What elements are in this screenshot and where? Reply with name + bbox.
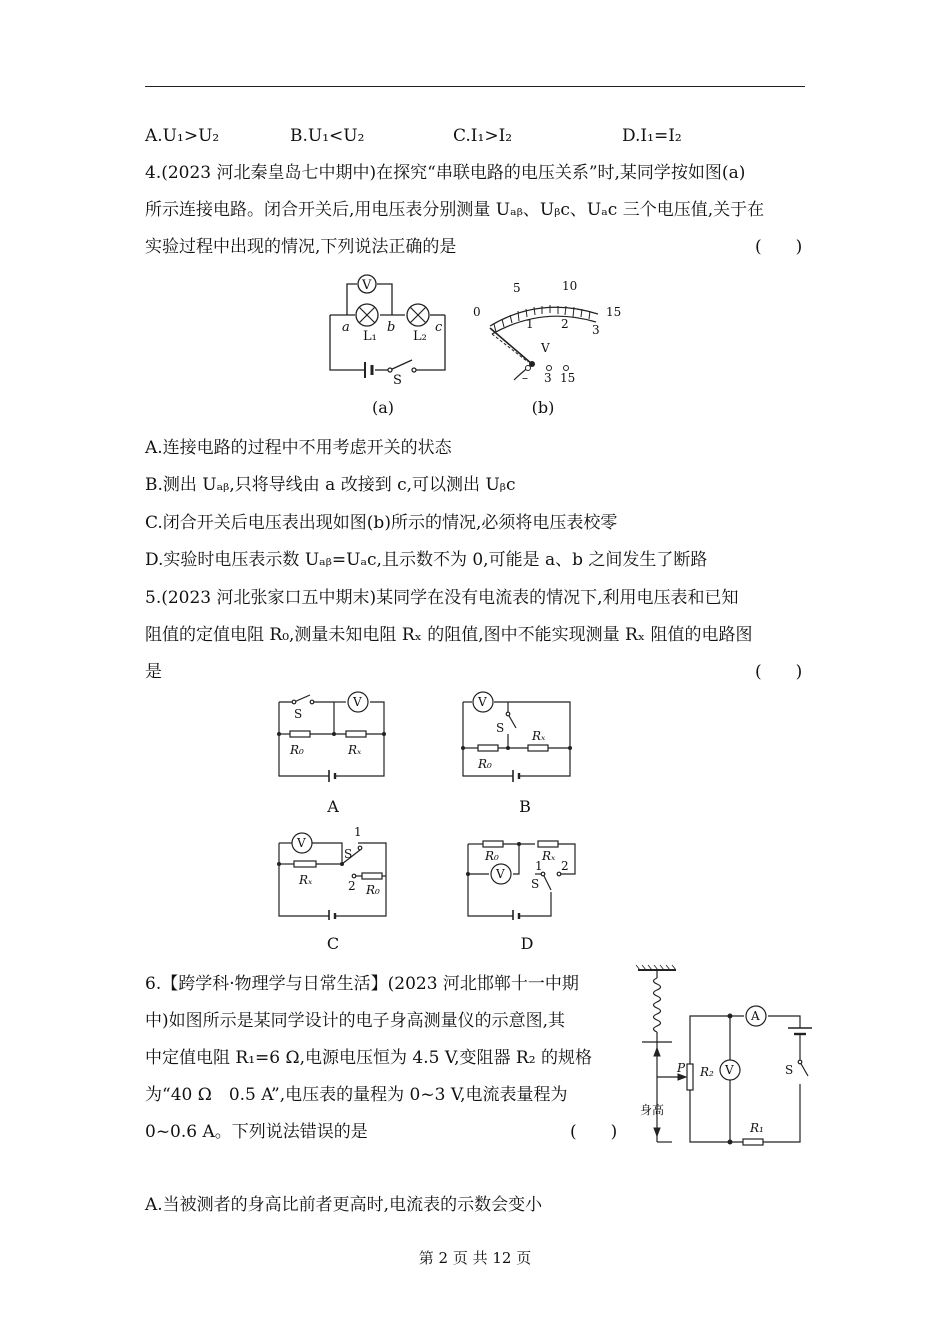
q6-r1-label: R₁ xyxy=(750,1121,764,1135)
circuit-d-terminal-1: 1 xyxy=(535,859,543,873)
fig-b-top-5: 5 xyxy=(513,281,521,295)
q5-circuit-a-caption: A xyxy=(327,797,339,816)
q6-r2-label: R₂ xyxy=(700,1065,714,1079)
q4-option-a: A.连接电路的过程中不用考虑开关的状态 xyxy=(145,438,452,458)
q6-ammeter-label: A xyxy=(751,1009,760,1023)
q5-circuit-b xyxy=(458,690,576,782)
q5-line-2: 阻值的定值电阻 R₀,测量未知电阻 Rₓ 的阻值,图中不能实现测量 Rₓ 阻值的电路图 xyxy=(145,625,753,645)
fig-b-terminal-3: 3 xyxy=(544,371,552,385)
circuit-b-voltmeter-label: V xyxy=(478,695,487,709)
q5-answer-paren: ( ) xyxy=(755,662,803,682)
fig-a-lamp-l1: L₁ xyxy=(363,329,377,344)
q5-circuit-d xyxy=(463,834,581,920)
circuit-c-terminal-1: 1 xyxy=(354,825,362,839)
q4-line-1: 4.(2023 河北秦皇岛七中期中)在探究“串联电路的电压关系”时,某同学按如图(a) xyxy=(145,163,746,183)
q5-circuit-c-caption: C xyxy=(326,934,340,953)
circuit-d-terminal-2: 2 xyxy=(561,859,569,873)
q6-line-2: 中)如图所示是某同学设计的电子身高测量仪的示意图,其 xyxy=(145,1011,566,1031)
fig-b-terminal-minus: – xyxy=(522,371,528,385)
q5-circuit-d-caption: D xyxy=(520,934,534,953)
q6-line-1: 6.【跨学科·物理学与日常生活】(2023 河北邯郸十一中期 xyxy=(145,974,579,994)
q4-line-3: 实验过程中出现的情况,下列说法正确的是 xyxy=(145,237,457,257)
q3-option-b: B.U₁<U₂ xyxy=(290,126,365,146)
q6-option-a: A.当被测者的身高比前者更高时,电流表的示数会变小 xyxy=(145,1195,543,1215)
q5-circuit-b-caption: B xyxy=(519,797,531,816)
fig-b-bottom-2: 2 xyxy=(561,317,569,331)
fig-b-top-15: 15 xyxy=(606,305,622,319)
q4-answer-paren: ( ) xyxy=(755,237,803,257)
q6-line-4: 为“40 Ω 0.5 A”,电压表的量程为 0~3 V,电流表量程为 xyxy=(145,1085,568,1105)
header-rule xyxy=(145,86,805,87)
q6-switch-label: S xyxy=(785,1063,794,1077)
q4-option-b: B.测出 Uₐᵦ,只将导线由 a 改接到 c,可以测出 Uᵦc xyxy=(145,475,516,495)
circuit-d-r0-label: R₀ xyxy=(485,849,499,863)
q3-option-d: D.I₁=I₂ xyxy=(622,126,682,146)
circuit-b-switch-label: S xyxy=(496,721,505,735)
q4-figure-b-caption: (b) xyxy=(531,398,555,417)
circuit-a-voltmeter-label: V xyxy=(353,695,362,709)
circuit-b-rx-label: Rₓ xyxy=(532,729,546,743)
circuit-d-voltmeter-label: V xyxy=(496,867,505,881)
q6-height-label: 身高 xyxy=(640,1103,665,1117)
fig-b-terminal-15: 15 xyxy=(560,371,576,385)
fig-b-top-10: 10 xyxy=(562,279,578,293)
q5-line-3: 是 xyxy=(145,662,162,682)
q6-slider-p-label: P xyxy=(677,1061,686,1075)
circuit-a-r0-label: R₀ xyxy=(290,743,304,757)
q5-circuit-a xyxy=(274,690,392,782)
fig-a-voltmeter-label: V xyxy=(362,278,372,293)
fig-a-switch-label: S xyxy=(393,373,402,388)
circuit-a-switch-label: S xyxy=(294,707,303,721)
q3-option-a: A.U₁>U₂ xyxy=(145,126,220,146)
fig-a-lamp-l2: L₂ xyxy=(413,329,427,344)
circuit-d-switch-label: S xyxy=(531,877,540,891)
q6-line-3: 中定值电阻 R₁=6 Ω,电源电压恒为 4.5 V,变阻器 R₂ 的规格 xyxy=(145,1048,592,1068)
circuit-a-rx-label: Rₓ xyxy=(348,743,362,757)
circuit-c-terminal-2: 2 xyxy=(348,879,356,893)
circuit-c-r0-label: R₀ xyxy=(366,883,380,897)
page-footer: 第 2 页 共 12 页 xyxy=(418,1249,532,1267)
circuit-d-rx-label: Rₓ xyxy=(542,849,556,863)
q5-line-1: 5.(2023 河北张家口五中期末)某同学在没有电流表的情况下,利用电压表和已知 xyxy=(145,588,739,608)
fig-b-bottom-3: 3 xyxy=(592,323,600,337)
q6-line-5: 0~0.6 A。下列说法错误的是 xyxy=(145,1122,368,1142)
q6-answer-paren: ( ) xyxy=(570,1122,618,1142)
fig-a-point-b: b xyxy=(387,320,396,335)
fig-b-bottom-1: 1 xyxy=(526,317,534,331)
circuit-b-r0-label: R₀ xyxy=(478,757,492,771)
q6-figure xyxy=(632,964,812,1148)
q4-figure-a xyxy=(325,268,450,388)
q3-option-c: C.I₁>I₂ xyxy=(453,126,513,146)
fig-a-point-a: a xyxy=(342,320,350,335)
q6-voltmeter-label: V xyxy=(725,1063,734,1077)
circuit-c-switch-label: S xyxy=(344,847,353,861)
circuit-c-rx-label: Rₓ xyxy=(299,873,313,887)
q4-figure-b xyxy=(470,276,625,391)
fig-a-point-c: c xyxy=(435,320,443,335)
q5-circuit-c xyxy=(274,824,392,920)
circuit-c-voltmeter-label: V xyxy=(297,836,306,850)
fig-b-top-0: 0 xyxy=(473,305,481,319)
q4-option-c: C.闭合开关后电压表出现如图(b)所示的情况,必须将电压表校零 xyxy=(145,513,618,533)
q4-line-2: 所示连接电路。闭合开关后,用电压表分别测量 Uₐᵦ、Uᵦc、Uₐc 三个电压值,关于在 xyxy=(145,200,765,220)
q4-figure-a-caption: (a) xyxy=(371,398,395,417)
fig-b-unit-v: V xyxy=(541,341,550,355)
q4-option-d: D.实验时电压表示数 Uₐᵦ=Uₐc,且示数不为 0,可能是 a、b 之间发生了断路 xyxy=(145,550,708,570)
